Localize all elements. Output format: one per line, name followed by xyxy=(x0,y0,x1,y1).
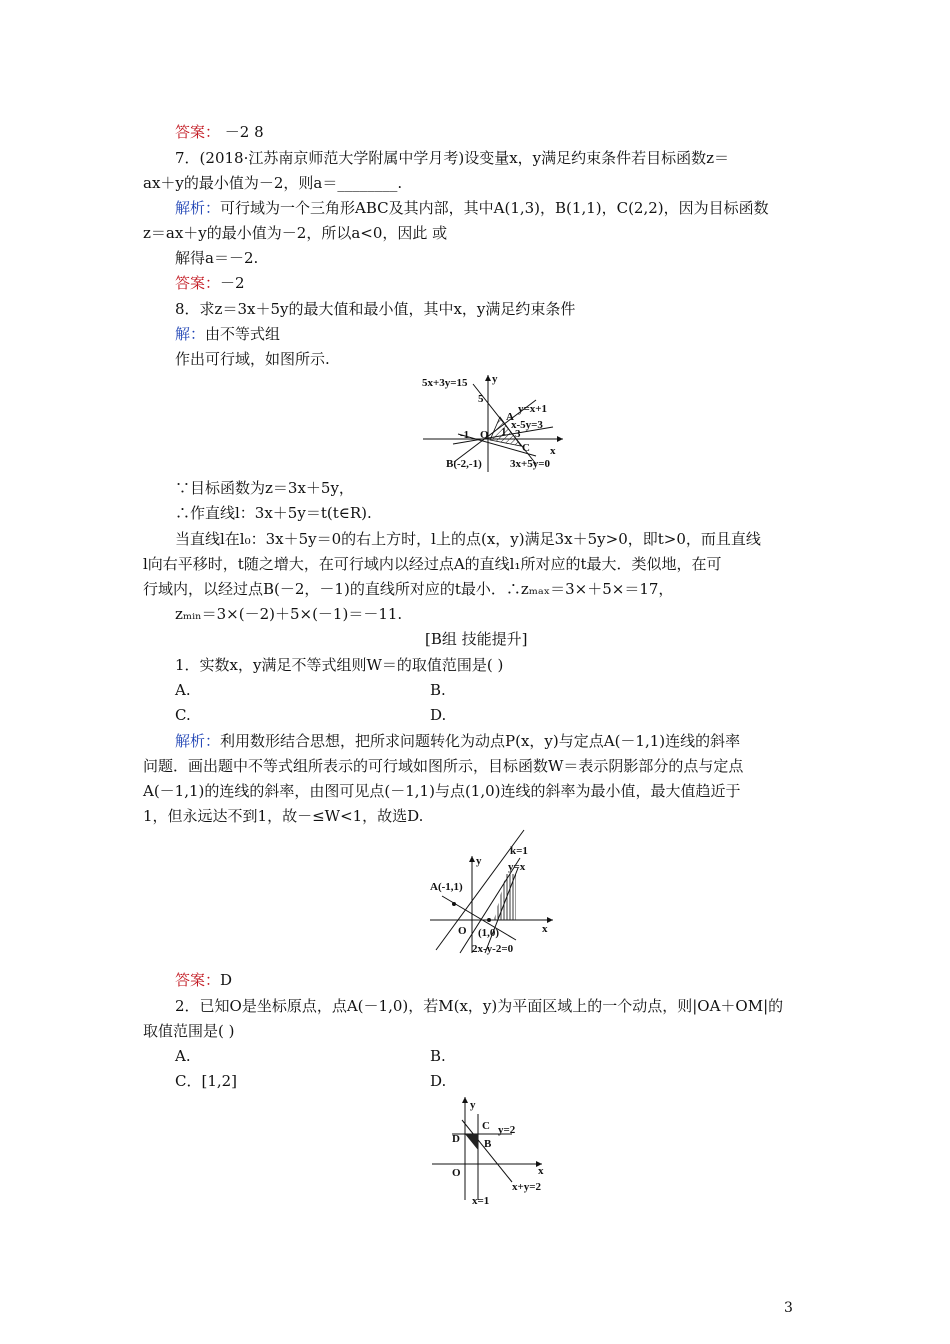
text-segment: 解析： xyxy=(175,732,221,750)
text-segment: 作出可行域，如图所示. xyxy=(175,350,330,368)
text-line-l28b xyxy=(430,1046,446,1066)
text-segment: ax＋y的最小值为－2，则a＝________. xyxy=(143,174,403,192)
fig2-label-point: (1,0) xyxy=(478,927,500,939)
fig1-label-b: B(-2,-1) xyxy=(446,458,482,470)
text-segment: 1．实数x，y满足不等式组则W＝的取值范围是( ) xyxy=(175,656,504,674)
text-segment: 7．(2018·江苏南京师范大学附属中学月考)设变量x，y满足约束条件若目标函数z＝ xyxy=(175,149,730,167)
fig1-label-eq2: y=x+1 xyxy=(518,403,548,415)
text-segment: C．[1,2] xyxy=(175,1072,238,1090)
text-line-l03 xyxy=(143,173,402,193)
fig1-label-neg1: -1 xyxy=(460,429,470,441)
text-segment: B. xyxy=(430,1047,446,1065)
text-line-l11 xyxy=(175,478,354,498)
text-line-l26 xyxy=(175,996,783,1016)
text-segment: D. xyxy=(430,706,447,724)
fig1-label-y: y xyxy=(492,373,498,385)
fig3-label-eq2: x+y=2 xyxy=(512,1181,542,1193)
text-line-l29a xyxy=(175,1071,237,1091)
fig1-label-eq3: x-5y=3 xyxy=(511,419,543,431)
fig3-label-eq3: x=1 xyxy=(472,1195,490,1206)
text-segment: 可行域为一个三角形ABC及其内部，其中A(1,3)，B(1,1)，C(2,2)，因为目标函数 xyxy=(220,199,769,217)
text-line-l14 xyxy=(143,554,722,574)
fig1-label-a: A xyxy=(506,411,514,423)
text-segment: 答案： xyxy=(175,971,221,989)
text-segment: l向右平移时，t随之增大，在可行域内以经过点A的直线l₁所对应的t最大．类似地，在可 xyxy=(143,555,722,573)
fig3-label-c: C xyxy=(482,1120,490,1132)
fig2-label-o: O xyxy=(458,925,467,937)
text-segment: 取值范围是( ) xyxy=(143,1022,235,1040)
text-line-l06 xyxy=(175,248,258,268)
text-line-l18 xyxy=(175,655,503,675)
fig3-label-x: x xyxy=(538,1165,544,1177)
text-segment: D. xyxy=(430,1072,447,1090)
text-line-l21 xyxy=(175,731,740,751)
fig3-label-d: D xyxy=(452,1133,460,1145)
figure-feasible-region-3 xyxy=(430,1094,554,1206)
text-line-l29b xyxy=(430,1071,446,1091)
text-segment: 答案： xyxy=(175,123,221,141)
fig3-label-eq1: y=2 xyxy=(498,1124,516,1136)
fig2-label-eq2: 2x-y-2=0 xyxy=(472,943,514,955)
text-segment: 解析： xyxy=(175,199,221,217)
text-line-l13 xyxy=(175,529,761,549)
fig1-label-eq4: 3x+5y=0 xyxy=(510,458,551,470)
text-line-l15 xyxy=(143,579,673,599)
fig1-label-three: 3 xyxy=(515,428,521,440)
text-segment: 由不等式组 xyxy=(205,325,281,343)
fig3-label-y: y xyxy=(470,1099,476,1111)
text-segment: ∵目标函数为z＝3x＋5y， xyxy=(175,479,354,497)
fig1-label-x: x xyxy=(550,445,556,457)
fig2-label-a: A(-1,1) xyxy=(430,881,463,893)
text-line-l19a xyxy=(175,680,191,700)
fig1-label-five: 5 xyxy=(478,393,484,405)
page-number: 3 xyxy=(784,1300,793,1316)
text-line-l20a xyxy=(175,705,191,725)
text-segment: A(－1,1)的连线的斜率，由图可见点(－1,1)与点(1,0)连线的斜率为最小值，最大值趋近于 xyxy=(143,782,741,800)
text-line-l08 xyxy=(175,299,575,319)
figure-feasible-region-2 xyxy=(428,828,563,956)
fig2-label-x: x xyxy=(542,923,548,935)
figure-feasible-region-1 xyxy=(418,372,568,472)
text-segment: zₘᵢₙ＝3×(－2)＋5×(－1)＝－11. xyxy=(175,605,403,623)
text-line-l19b xyxy=(430,680,446,700)
text-line-l02 xyxy=(175,148,729,168)
fig3-label-b: B xyxy=(484,1138,492,1150)
text-line-l27 xyxy=(143,1021,234,1041)
text-line-l28a xyxy=(175,1046,191,1066)
text-segment: 解得a＝－2. xyxy=(175,249,259,267)
text-line-l22 xyxy=(143,756,743,776)
text-segment: 8．求z＝3x＋5y的最大值和最小值，其中x，y满足约束条件 xyxy=(175,300,576,318)
fig1-label-one: 1 xyxy=(501,426,507,438)
fig2-label-k: k=1 xyxy=(510,845,528,857)
text-segment: B. xyxy=(430,681,446,699)
fig3-label-o: O xyxy=(452,1167,461,1179)
text-line-l05 xyxy=(143,223,447,243)
text-segment: A. xyxy=(175,681,191,699)
text-line-l23 xyxy=(143,781,741,801)
text-line-l20b xyxy=(430,705,446,725)
text-segment: ∴作直线l：3x＋5y＝t(t∈R). xyxy=(175,504,372,522)
text-line-l17 xyxy=(425,629,528,649)
text-segment: －2 8 xyxy=(220,123,264,141)
text-segment: 行域内，以经过点B(－2，－1)的直线所对应的t最小．∴zₘₐₓ＝3×＋5×＝17， xyxy=(143,580,674,598)
fig2-label-y: y xyxy=(476,855,482,867)
text-segment: z＝ax＋y的最小值为－2，所以a<0，因此 或 xyxy=(143,224,448,242)
text-segment: [B组 技能提升] xyxy=(425,630,528,648)
text-segment: A. xyxy=(175,1047,191,1065)
text-line-l01 xyxy=(175,122,264,142)
fig1-label-c: C xyxy=(522,442,530,454)
text-segment: 1，但永远达不到1，故－≤W<1，故选D. xyxy=(143,807,424,825)
text-line-l12 xyxy=(175,503,372,523)
fig1-label-eq1: 5x+3y=15 xyxy=(422,377,468,389)
text-line-l25 xyxy=(175,970,232,990)
text-segment: 解： xyxy=(175,325,206,343)
text-line-l07 xyxy=(175,273,245,293)
text-line-l10 xyxy=(175,349,330,369)
text-line-l04 xyxy=(175,198,769,218)
fig1-label-o: O xyxy=(480,429,489,441)
text-segment: 2．已知O是坐标原点，点A(－1,0)，若M(x，y)为平面区域上的一个动点，则|OA＋OM|的 xyxy=(175,997,784,1015)
text-line-l09 xyxy=(175,324,280,344)
text-line-l24 xyxy=(143,806,423,826)
text-segment: 答案： xyxy=(175,274,221,292)
text-segment: 利用数形结合思想，把所求问题转化为动点P(x，y)与定点A(－1,1)连线的斜率 xyxy=(220,732,741,750)
text-segment: －2 xyxy=(220,274,245,292)
text-segment: 当直线l在l₀：3x＋5y＝0的右上方时，l上的点(x，y)满足3x＋5y>0，即t>0，而且直线 xyxy=(175,530,761,548)
text-segment: D xyxy=(220,971,233,989)
text-line-l16 xyxy=(175,604,402,624)
text-segment: C. xyxy=(175,706,191,724)
text-segment: 问题．画出题中不等式组所表示的可行域如图所示，目标函数W＝表示阴影部分的点与定点 xyxy=(143,757,744,775)
fig2-label-eq1: y=x xyxy=(508,861,526,873)
